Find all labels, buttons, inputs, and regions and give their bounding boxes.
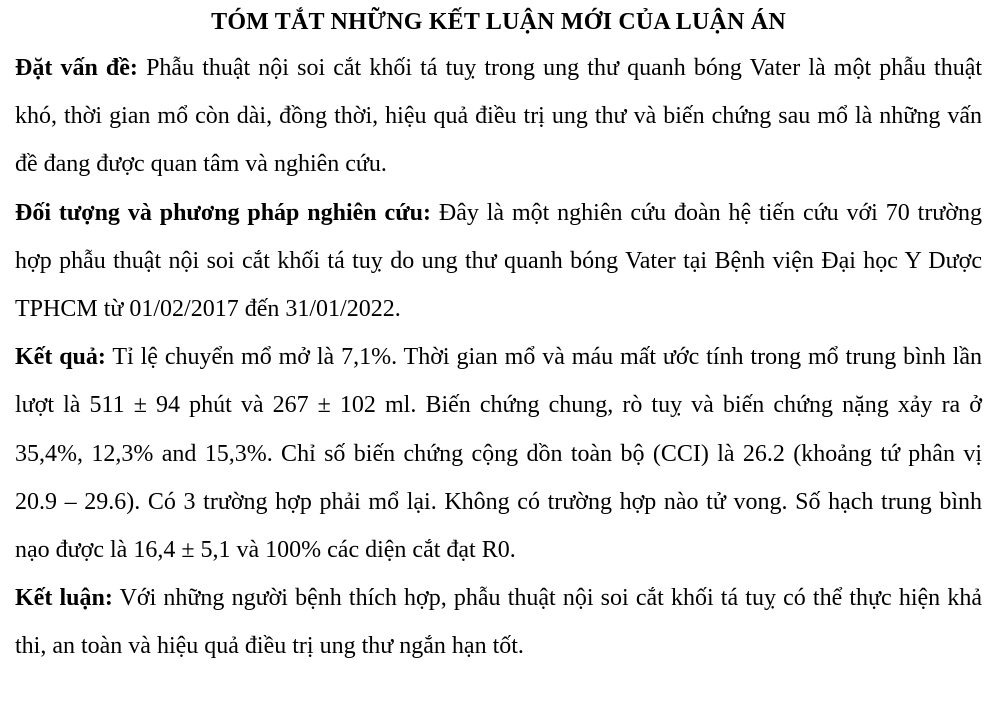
section-results — [15, 333, 982, 574]
section-methods — [15, 189, 982, 334]
section-conclusion-text: Với những người bệnh thích hợp, phẫu thuật nội soi cắt khối tá tuỵ có thể thực hiện khả thi, an toàn và hiệu quả điều trị ung thư ngắn hạn tốt. — [15, 585, 982, 660]
document-title: TÓM TẮT NHỮNG KẾT LUẬN MỚI CỦA LUẬN ÁN — [211, 9, 786, 35]
section-results-text: Tỉ lệ chuyển mổ mở là 7,1%. Thời gian mổ và máu mất ước tính trong mổ trung bình lần lượt là 511 ± 94 phút và 267 ± 102 ml. Biến chứng chung, rò tuỵ và biến chứng nặng xảy ra ở 35,4%, 12,3% and 15,3%. Chỉ số biến chứng cộng dồn toàn bộ (CCI) là 26.2 (khoảng tứ phân vị 20.9 – 29.6). Có 3 trường hợp phải mổ lại. Không có trường hợp nào tử vong. Số hạch trung bình nạo được là 16,4 ± 5,1 và 100% các diện cắt đạt R0. — [15, 344, 982, 564]
document-page — [15, 0, 982, 671]
section-conclusion-label: Kết luận: — [15, 585, 113, 612]
section-results-label: Kết quả: — [15, 344, 106, 371]
section-conclusion — [15, 574, 982, 670]
section-background-text: Phẫu thuật nội soi cắt khối tá tuỵ trong ung thư quanh bóng Vater là một phẫu thuật khó, thời gian mổ còn dài, đồng thời, hiệu quả điều trị ung thư và biến chứng sau mổ là những vấn đề đang được quan tâm và nghiên cứu. — [15, 55, 983, 178]
section-background — [15, 44, 982, 189]
section-methods-text: Đây là một nghiên cứu đoàn hệ tiến cứu với 70 trường hợp phẫu thuật nội soi cắt khối tá tuỵ do ung thư quanh bóng Vater tại Bệnh viện Đại học Y Dược TPHCM từ 01/02/2017 đến 31/01/2022. — [15, 199, 983, 323]
section-methods-label: Đối tượng và phương pháp nghiên cứu: — [15, 199, 431, 226]
section-background-label: Đặt vấn đề: — [15, 55, 138, 81]
